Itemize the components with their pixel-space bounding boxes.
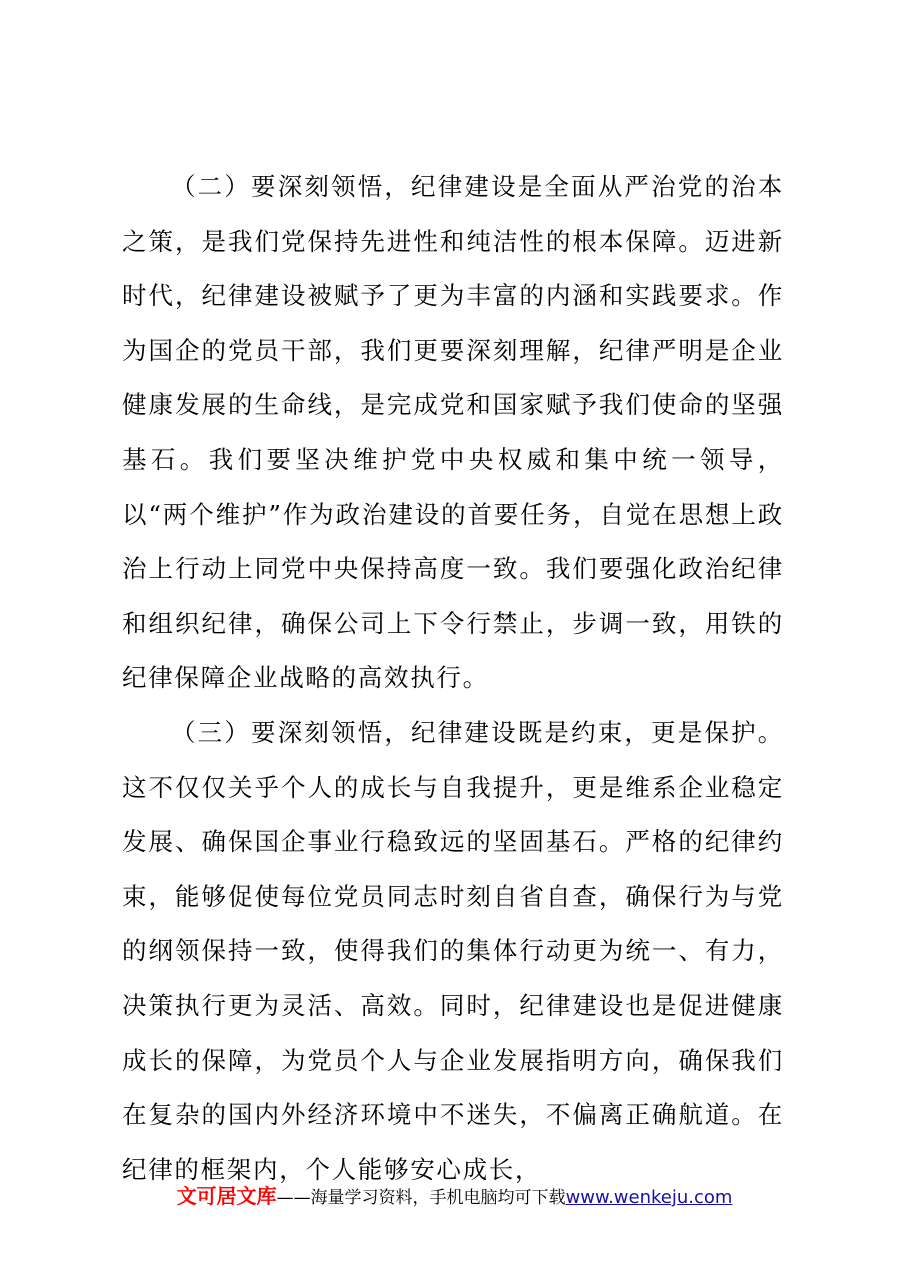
document-body xyxy=(122,160,784,1197)
paragraph-2: （二）要深刻领悟，纪律建设是全面从严治党的治本之策，是我们党保持先进性和纯洁性的根本保障。迈进新时代，纪律建设被赋予了更为丰富的内涵和实践要求。作为国企的党员干部，我们更要深刻理解，纪律严明是企业健康发展的生命线，是完成党和国家赋予我们使命的坚强基石。我们要坚决维护党中央权威和集中统一领导，以“两个维护”作为政治建设的首要任务，自觉在思想上政治上行动上同党中央保持高度一致。我们要强化政治纪律和组织纪律，确保公司上下令行禁止，步调一致，用铁的纪律保障企业战略的高效执行。 xyxy=(122,172,784,693)
footer-website-link[interactable]: www.wenkeju.com xyxy=(565,1187,733,1208)
footer-tagline: ——海量学习资料，手机电脑均可下载 xyxy=(276,1188,566,1208)
paragraph-3: （三）要深刻领悟，纪律建设既是约束，更是保护。这不仅仅关乎个人的成长与自我提升，更是维系企业稳定发展、确保国企事业行稳致远的坚固基石。严格的纪律约束，能够促使每位党员同志时刻自省自查，确保行为与党的纲领保持一致，使得我们的集体行动更为统一、有力，决策执行更为灵活、高效。同时，纪律建设也是促进健康成长的保障，为党员个人与企业发展指明方向，确保我们在复杂的国内外经济环境中不迷失，不偏离正确航道。在纪律的框架内，个人能够安心成长， xyxy=(122,717,784,1184)
footer-banner xyxy=(0,1182,909,1212)
footer-brand: 文可居文库 xyxy=(176,1184,277,1208)
